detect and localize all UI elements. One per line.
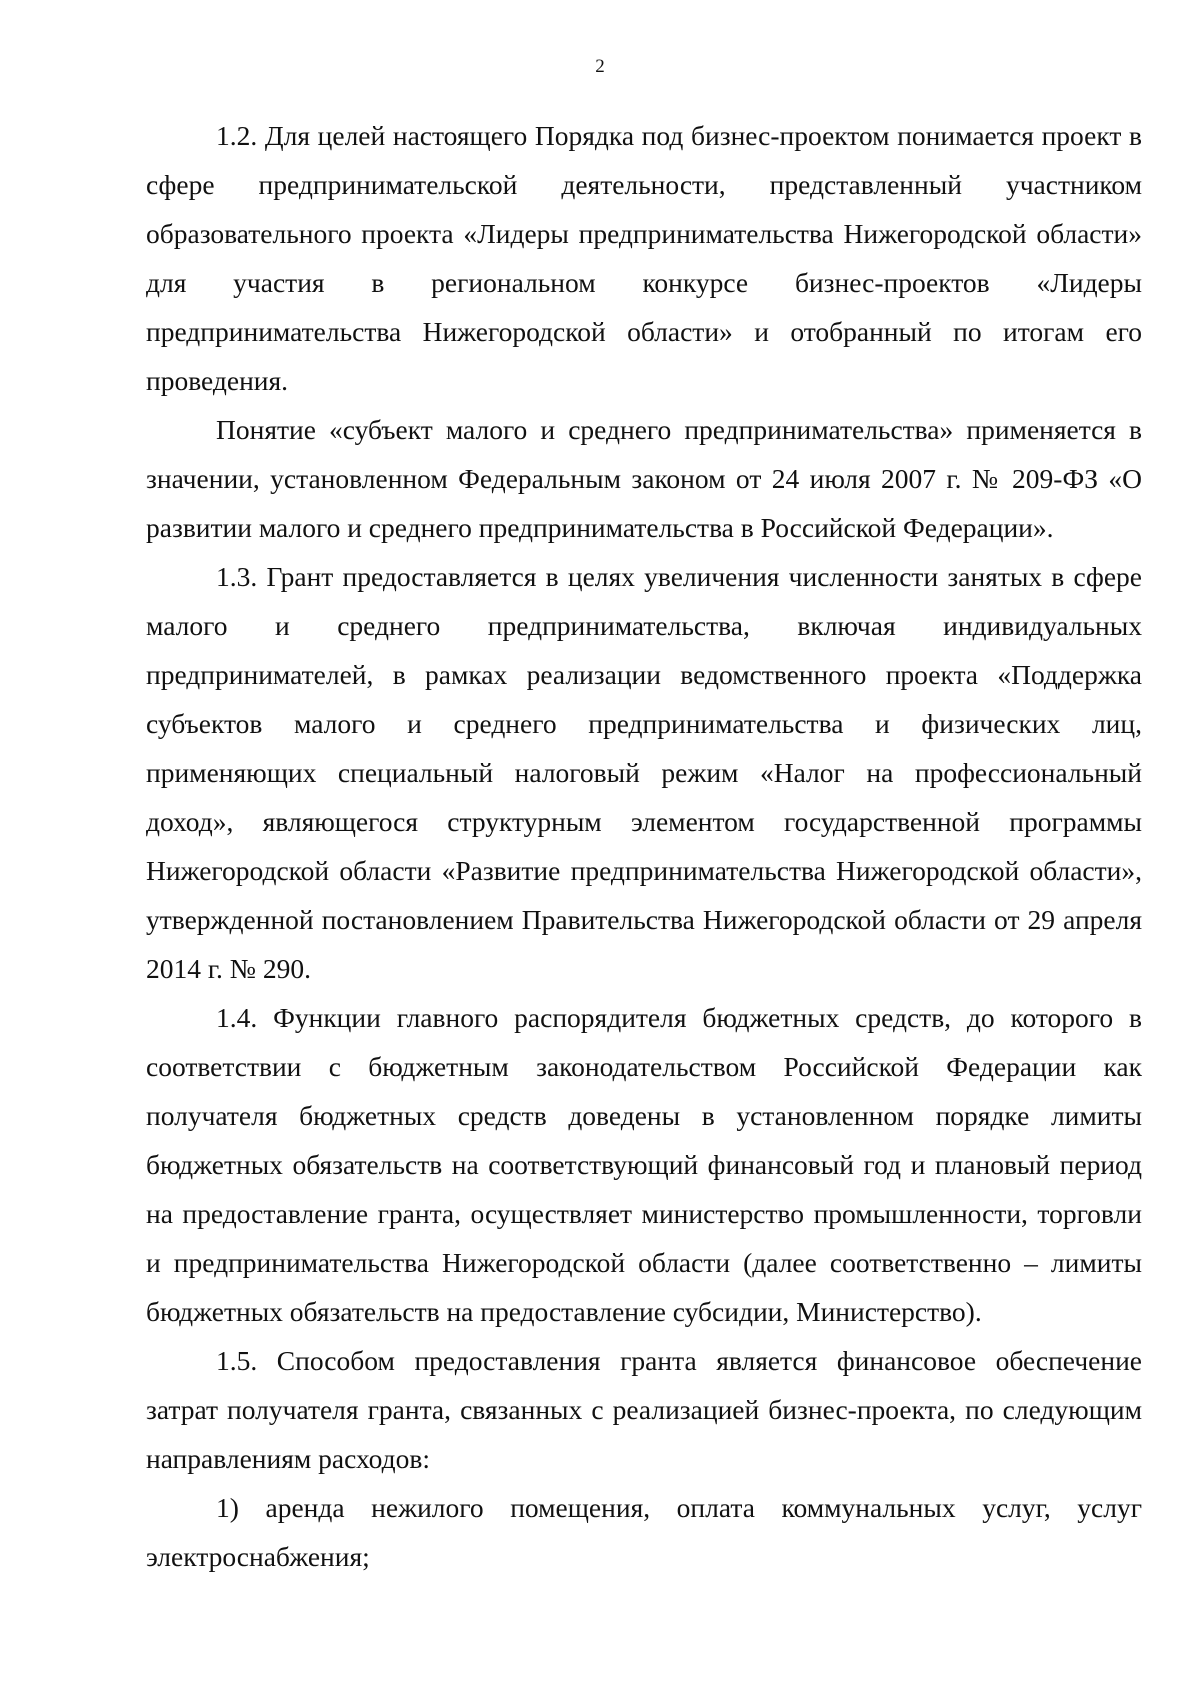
paragraph-sme-concept: Понятие «субъект малого и среднего предпринимательства» применяется в значении, установленном Федеральным законом от 24 июля 2007 г. № 209-ФЗ «О развитии малого и среднего предпринимательства в Российской Федерации». (146, 414, 1142, 543)
list-item-1-rent: 1) аренда нежилого помещения, оплата коммунальных услуг, услуг электроснабжения; (146, 1492, 1142, 1572)
paragraph-1-3-grant-purpose: 1.3. Грант предоставляется в целях увеличения численности занятых в сфере малого и среднего предпринимательства, включая индивидуальных предпринимателей, в рамках реализации ведомственного проекта «Поддержка субъектов малого и среднего предпринимательства и физических лиц, применяющих специальный налоговый режим «Налог на профессиональный доход», являющегося структурным элементом государственной программы Нижегородской области «Развитие предпринимательства Нижегородской области», утвержденной постановлением Правительства Нижегородской области от 29 апреля 2014 г. № 290. (146, 561, 1142, 984)
paragraph-1-5-grant-method: 1.5. Способом предоставления гранта является финансовое обеспечение затрат получателя гранта, связанных с реализацией бизнес-проекта, по следующим направлениям расходов: (146, 1345, 1142, 1474)
paragraph-1-2-business-project-definition: 1.2. Для целей настоящего Порядка под бизнес-проектом понимается проект в сфере предпринимательской деятельности, представленный участником образовательного проекта «Лидеры предпринимательства Нижегородской области» для участия в региональном конкурсе бизнес-проектов «Лидеры предпринимательства Нижегородской области» и отобранный по итогам его проведения. (146, 120, 1142, 396)
paragraph-1-4-budget-administrator: 1.4. Функции главного распорядителя бюджетных средств, до которого в соответствии с бюджетным законодательством Российской Федерации как получателя бюджетных средств доведены в установленном порядке лимиты бюджетных обязательств на соответствующий финансовый год и плановый период на предоставление гранта, осуществляет министерство промышленности, торговли и предпринимательства Нижегородской области (далее соответственно – лимиты бюджетных обязательств на предоставление субсидии, Министерство). (146, 1002, 1142, 1327)
page-number: 2 (595, 56, 605, 77)
document-body (146, 111, 1142, 1581)
